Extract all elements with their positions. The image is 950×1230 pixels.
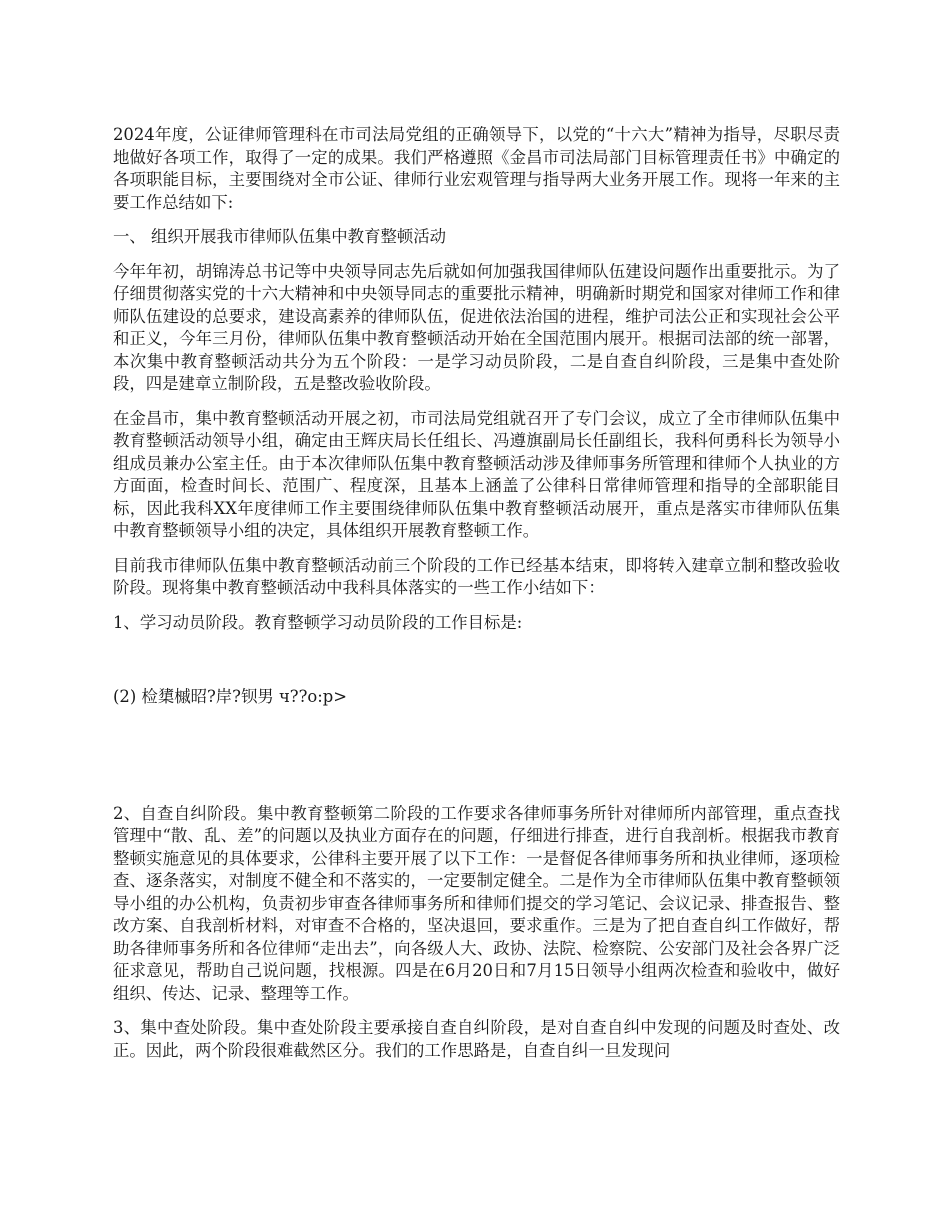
spacer [113, 646, 840, 686]
paragraph-1: 今年年初，胡锦涛总书记等中央领导同志先后就如何加强我国律师队伍建设问题作出重要批示。为了仔细贯彻落实党的十六大精神和中央领导同志的重要批示精神，明确新时期党和国家对律师工作和律师队伍建设的总要求，建设高素养的律师队伍，促进依法治国的进程，维护司法公正和实现社会公平和正义，今年三月份，律师队伍集中教育整顿活动开始在全国范围内展开。根据司法部的统一部署，本次集中教育整顿活动共分为五个阶段：一是学习动员阶段，二是自查自纠阶段，三是集中查处阶段，四是建章立制阶段，五是整改验收阶段。 [113, 261, 840, 393]
list-item-1: 1、学习动员阶段。教育整顿学习动员阶段的工作目标是: [113, 612, 523, 632]
list-item-3: 3、集中查处阶段。集中查处阶段主要承接自查自纠阶段，是对自查自纠中发现的问题及时查处、改正。因此，两个阶段很难截然区分。我们的工作思路是，自查自纠一旦发现问 [113, 1018, 840, 1060]
paragraph-2: 在金昌市，集中教育整顿活动开展之初，市司法局党组就召开了专门会议，成立了全市律师队伍集中教育整顿活动领导小组，确定由王辉庆局长任组长、冯遵旗副局长任副组长，我科何勇科长为领导小组成员兼办公室主任。由于本次律师队伍集中教育整顿活动涉及律师事务所管理和律师个人执业的方方面面，检查时间长、范围广、程度深，且基本上涵盖了公律科日常律师管理和指导的全部职能目标，因此我科XX年度律师工作主要围绕律师队伍集中教育整顿活动展开，重点是落实市律师队伍集中教育整顿领导小组的决定，具体组织开展教育整顿工作。 [113, 408, 840, 540]
list-item-2: 2、自查自纠阶段。集中教育整顿第二阶段的工作要求各律师事务所针对律师所内部管理，重点查找管理中“散、乱、差”的问题以及执业方面存在的问题，仔细进行排查，进行自我剖析。根据我市教育整顿实施意见的具体要求，公律科主要开展了以下工作：一是督促各律师事务所和执业律师，逐项检查、逐条落实，对制度不健全和不落实的，一定要制定健全。二是作为全市律师队伍集中教育整顿领导小组的办公机构，负责初步审查各律师事务所和律师们提交的学习笔记、会议记录、排查报告、整改方案、自我剖析材料，对审查不合格的，坚决退回，要求重作。三是为了把自查自纠工作做好，帮助各律师事务所和各位律师“走出去”，向各级人大、政协、法院、检察院、公安部门及社会各界广泛征求意见，帮助自己说问题，找根源。四是在6月20日和7月15日领导小组两次检查和验收中，做好组织、传达、记录、整理等工作。 [113, 803, 840, 1003]
garbled-line: (2) 检橥槭昭?岸?钡男 ч??o:p> [113, 687, 347, 706]
intro-paragraph: 2024年度，公证律师管理科在市司法局党组的正确领导下，以党的“十六大”精神为指导，尽职尽责地做好各项工作，取得了一定的成果。我们严格遵照《金昌市司法局部门目标管理责任书》中确定的各项职能目标，主要围绕对全市公证、律师行业宏观管理与指导两大业务开展工作。现将一年来的主要工作总结如下: [113, 125, 840, 212]
paragraph-3: 目前我市律师队伍集中教育整顿活动前三个阶段的工作已经基本结束，即将转入建章立制和整改验收阶段。现将集中教育整顿活动中我科具体落实的一些工作小结如下： [113, 555, 840, 597]
section-heading-1: 一、 组织开展我市律师队伍集中教育整顿活动 [113, 227, 447, 246]
document-body [113, 124, 840, 1074]
spacer [113, 721, 840, 803]
